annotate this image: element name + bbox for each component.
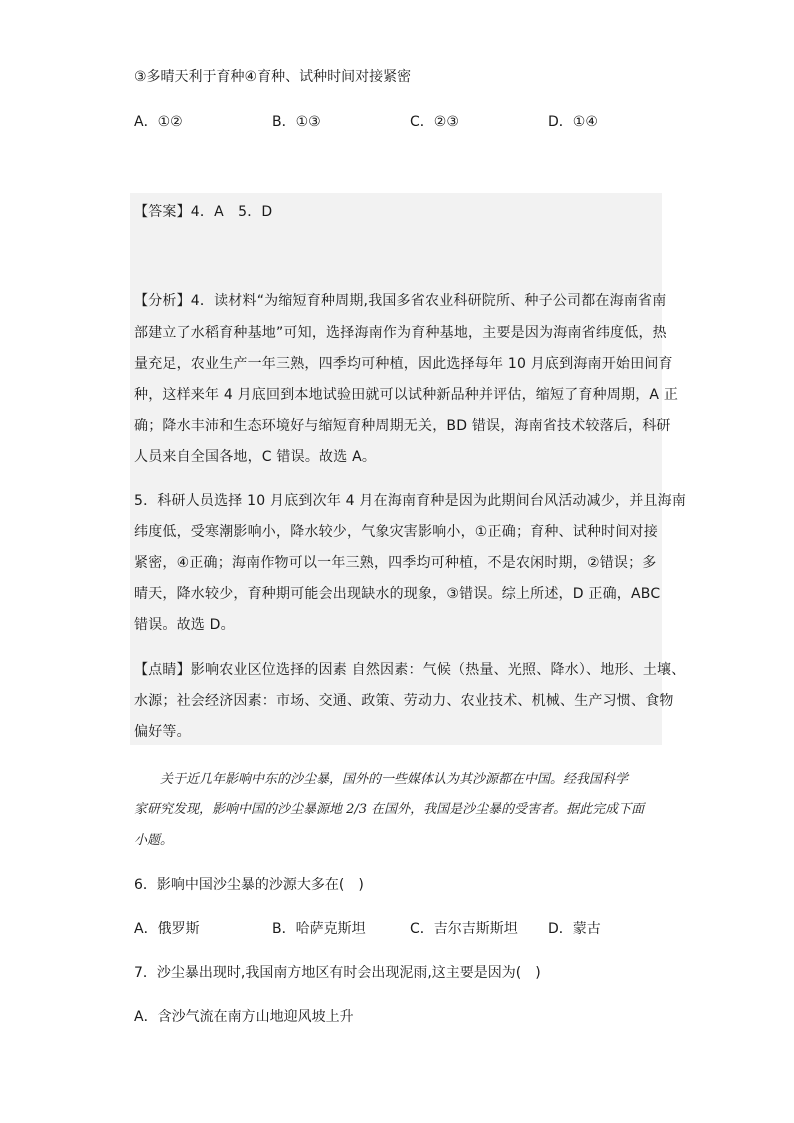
analysis-line: 5．科研人员选择 10 月底到次年 4 月在海南育种是因为此期间台风活动减少，并且海南 xyxy=(134,493,687,509)
analysis-line: 错误。故选 D。 xyxy=(134,617,235,633)
q6-stem: 6．影响中国沙尘暴的沙源大多在( ) xyxy=(134,877,364,893)
tips-line: 水源；社会经济因素：市场、交通、政策、劳动力、农业技术、机械、生产习惯、食物 xyxy=(134,693,674,709)
tips-line: 【点睛】影响农业区位选择的因素 自然因素：气候（热量、光照、降水）、地形、土壤、 xyxy=(134,662,686,678)
analysis-line: 人员来自全国各地，C 错误。故选 A。 xyxy=(134,449,377,465)
material-line: 家研究发现，影响中国的沙尘暴源地 2/3 在国外，我国是沙尘暴的受害者。据此完成下面 xyxy=(134,802,645,817)
q5-option-d: D．①④ xyxy=(548,114,598,130)
material-line: 关于近几年影响中东的沙尘暴，国外的一些媒体认为其沙源都在中国。经我国科学 xyxy=(160,772,629,787)
tips-line: 偏好等。 xyxy=(134,724,191,740)
analysis-line: 部建立了水稻育种基地”可知，选择海南作为育种基地，主要是因为海南省纬度低，热 xyxy=(134,325,667,341)
answer-line: 【答案】4．A 5．D xyxy=(134,204,273,220)
analysis-line: 种，这样来年 4 月底回到本地试验田就可以试种新品种并评估，缩短了育种周期，A 正 xyxy=(134,387,679,403)
analysis-line: 晴天，降水较少，育种期可能会出现缺水的现象，③错误。综上所述，D 正确，ABC xyxy=(134,586,661,602)
analysis-line: 紧密，④正确；海南作物可以一年三熟，四季均可种植，不是农闲时期，②错误；多 xyxy=(134,555,657,571)
q7-stem: 7．沙尘暴出现时,我国南方地区有时会出现泥雨,这主要是因为( ) xyxy=(134,965,541,981)
q7-option-a: A．含沙气流在南方山地迎风坡上升 xyxy=(134,1009,354,1025)
q5-option-c: C．②③ xyxy=(410,114,459,130)
analysis-line: 确；降水丰沛和生态环境好与缩短育种周期无关，BD 错误，海南省技术较落后，科研 xyxy=(134,418,671,434)
q6-option-d: D．蒙古 xyxy=(548,921,601,937)
analysis-line: 【分析】4．读材料“为缩短育种周期,我国多省农业科研院所、种子公司都在海南省南 xyxy=(134,293,667,309)
analysis-line: 量充足，农业生产一年三熟，四季均可种植，因此选择每年 10 月底到海南开始田间育 xyxy=(134,356,673,372)
material-line: 小题。 xyxy=(134,833,174,848)
q5-option-b: B．①③ xyxy=(272,114,321,130)
q6-option-a: A．俄罗斯 xyxy=(134,921,200,937)
analysis-line: 纬度低，受寒潮影响小，降水较少，气象灾害影响小，①正确；育种、试种时间对接 xyxy=(134,524,658,540)
q5-stem-tail: ③多晴天利于育种④育种、试种时间对接紧密 xyxy=(134,69,412,85)
q6-option-b: B．哈萨克斯坦 xyxy=(272,921,366,937)
q5-option-a: A．①② xyxy=(134,114,183,130)
q6-option-c: C．吉尔吉斯斯坦 xyxy=(410,921,518,937)
